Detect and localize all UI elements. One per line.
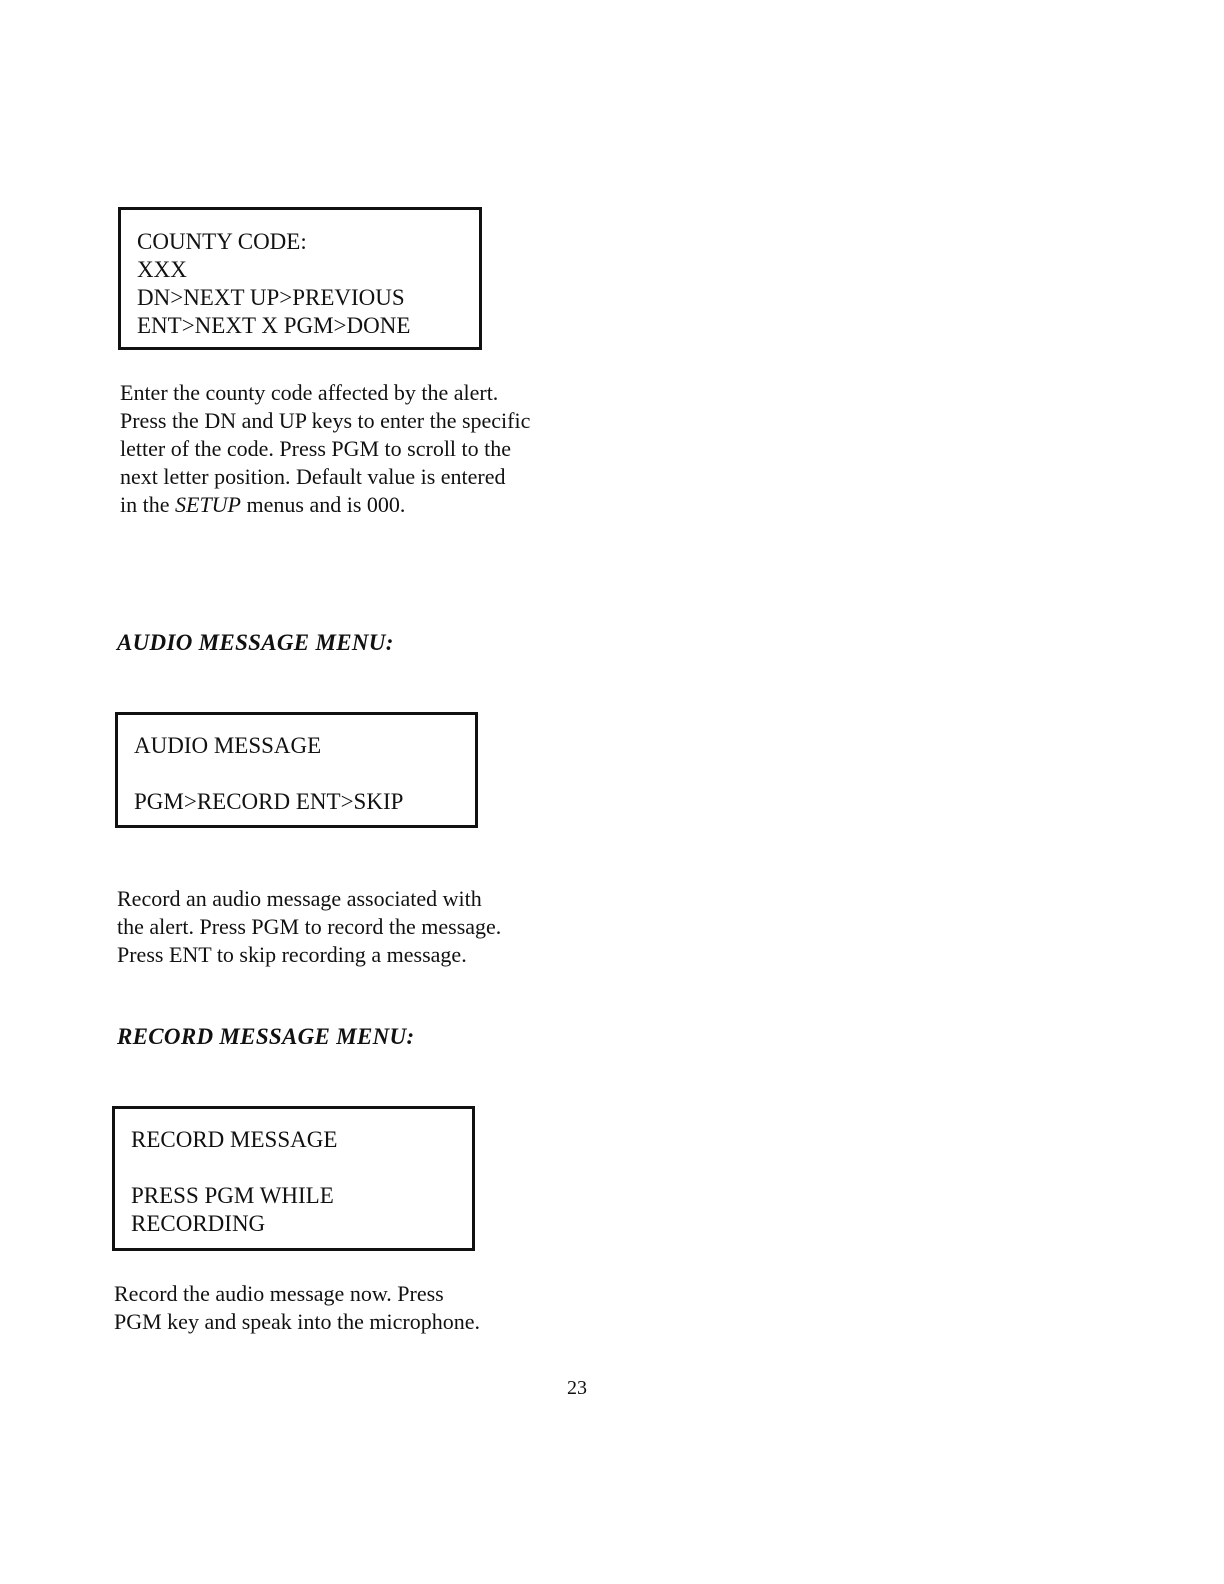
display-line [134,760,475,788]
text-line: PGM key and speak into the microphone. [114,1309,480,1334]
county-code-display [118,207,482,350]
display-line: AUDIO MESSAGE [134,733,322,758]
audio-message-description [117,885,501,969]
text-line: Press the DN and UP keys to enter the specific [120,408,531,433]
text-line: the alert. Press PGM to record the message. [117,914,502,939]
display-line: COUNTY CODE: [137,229,307,254]
display-line: DN>NEXT UP>PREVIOUS [137,285,405,310]
text-line: Enter the county code affected by the alert. [120,380,499,405]
display-line: PRESS PGM WHILE [131,1183,334,1208]
page-number: 23 [567,1377,587,1399]
audio-message-display [115,712,478,828]
display-line: PGM>RECORD ENT>SKIP [134,789,404,814]
record-message-heading: RECORD MESSAGE MENU: [117,1024,415,1049]
display-line: RECORD MESSAGE [131,1127,338,1152]
text-line: Press ENT to skip recording a message. [117,942,467,967]
setup-term: SETUP [175,492,241,517]
record-message-description [114,1280,480,1336]
display-line: RECORDING [131,1211,266,1236]
text-line: letter of the code. Press PGM to scroll to the [120,436,512,461]
text-line: Record an audio message associated with [117,886,482,911]
county-code-description [120,379,530,519]
text-line: next letter position. Default value is entered [120,464,506,489]
display-line: XXX [137,257,187,282]
text-line: Record the audio message now. Press [114,1281,444,1306]
audio-message-heading: AUDIO MESSAGE MENU: [117,630,394,655]
text-fragment: in the [120,492,175,517]
display-line [131,1154,472,1182]
text-line [120,491,530,519]
record-message-display [112,1106,475,1251]
display-line: ENT>NEXT X PGM>DONE [137,313,411,338]
text-fragment: menus and is 000. [241,492,406,517]
